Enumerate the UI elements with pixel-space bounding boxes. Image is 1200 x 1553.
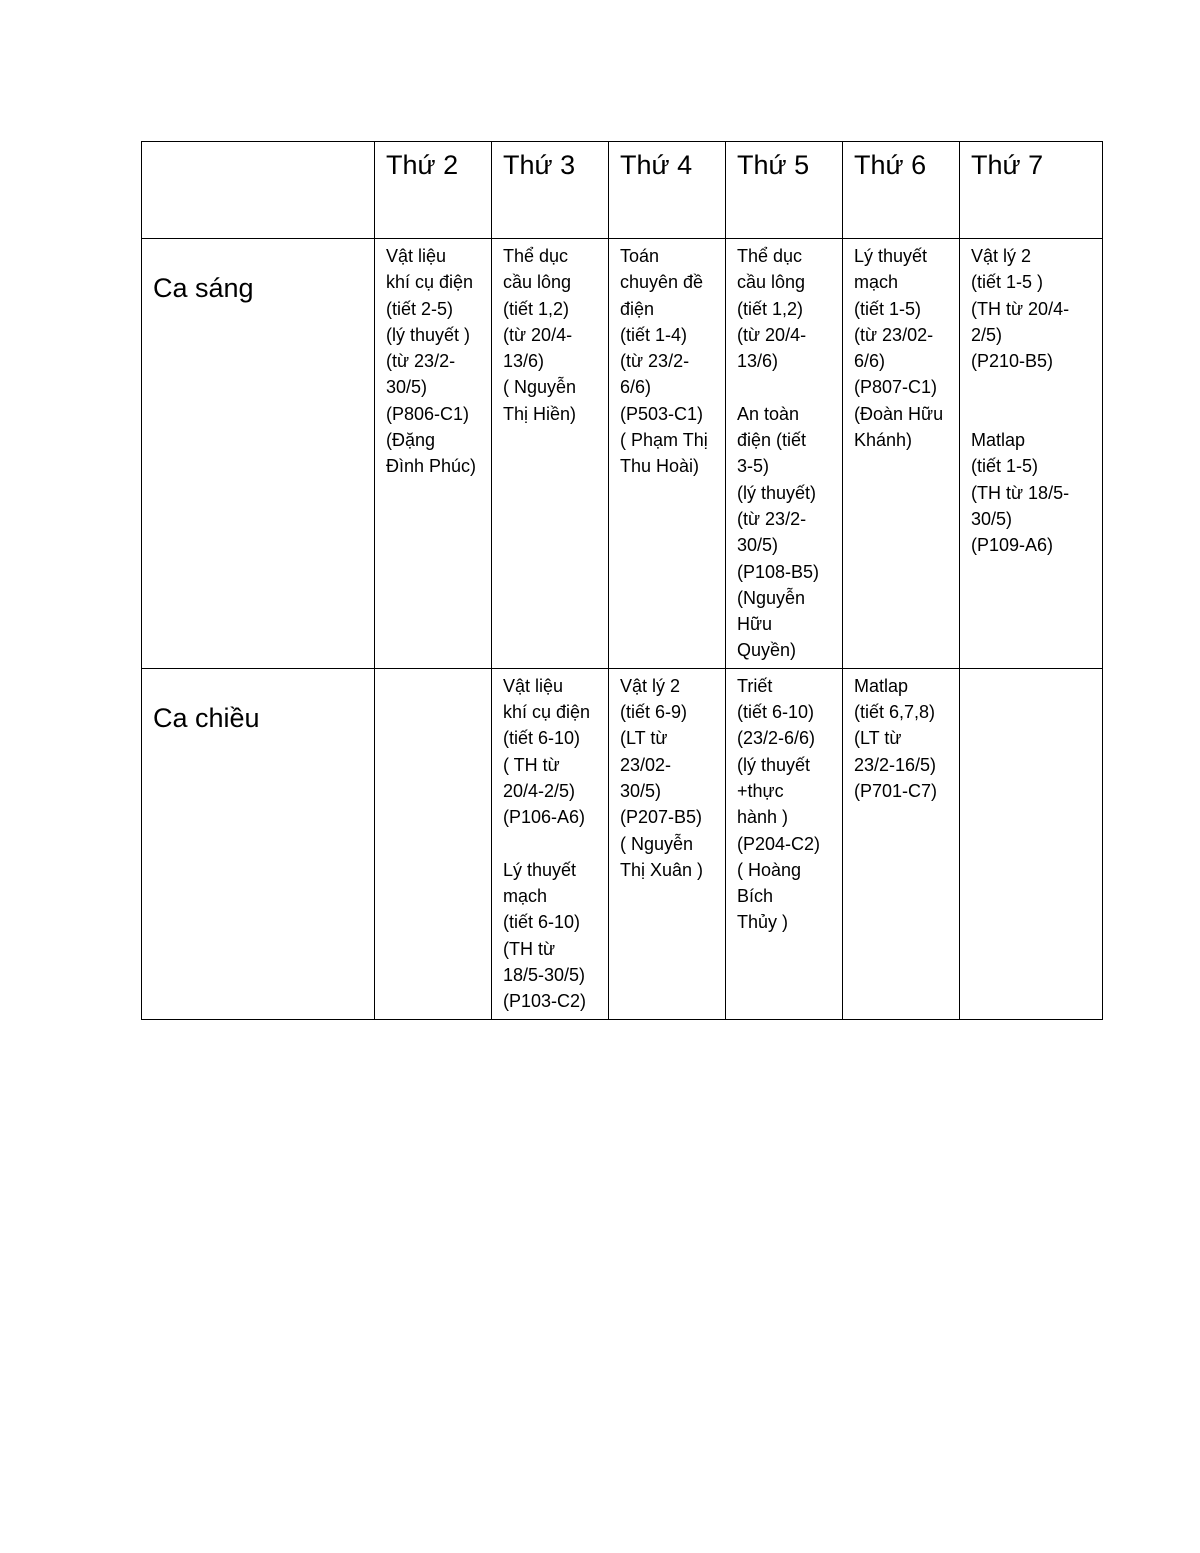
class-entry: Vật lý 2 (tiết 6-9) (LT từ 23/02- 30/5) (P207-B5) ( Nguyễn Thị Xuân ) — [620, 675, 704, 880]
day-header-cell — [375, 142, 492, 239]
class-entry: Vật liệu khí cụ điện (tiết 2-5) (lý thuyết ) (từ 23/2- 30/5) (P806-C1) (Đặng Đình Phúc) — [386, 246, 477, 477]
day-header-label: Thứ 2 — [386, 150, 459, 180]
schedule-cell — [609, 239, 726, 669]
schedule-cell — [726, 668, 843, 1019]
class-entry: Triết (tiết 6-10) (23/2-6/6) (lý thuyết +thực hành ) (P204-C2) ( Hoàng Bích Thủy ) — [737, 675, 821, 933]
weekly-schedule-table — [141, 141, 1103, 1020]
day-header-label: Thứ 3 — [503, 150, 576, 180]
class-entry: Vật lý 2 (tiết 1-5 ) (TH từ 20/4- 2/5) (P210-B5) Matlap (tiết 1-5) (TH từ 18/5- 30/5) (P109-A6) — [971, 246, 1070, 556]
day-header-cell — [843, 142, 960, 239]
class-entry: Thể dục cầu lông (tiết 1,2) (từ 20/4- 13/6) ( Nguyễn Thị Hiền) — [503, 246, 577, 424]
class-entry: Matlap (tiết 6,7,8) (LT từ 23/2-16/5) (P701-C7) — [854, 675, 938, 801]
schedule-cell — [492, 668, 609, 1019]
afternoon-row — [142, 668, 1103, 1019]
schedule-cell — [960, 668, 1103, 1019]
day-header-label: Thứ 4 — [620, 150, 693, 180]
day-header-cell — [609, 142, 726, 239]
class-entry: Toán chuyên đề điện (tiết 1-4) (từ 23/2- 6/6) (P503-C1) ( Phạm Thị Thu Hoài) — [620, 246, 708, 477]
schedule-cell — [609, 668, 726, 1019]
schedule-cell — [375, 668, 492, 1019]
class-entry: Vật liệu khí cụ điện (tiết 6-10) ( TH từ 20/4-2/5) (P106-A6) Lý thuyết mạch (tiết 6-10) (TH từ 18/5-30/5) (P103-C2) — [503, 675, 591, 1012]
row-label-cell — [142, 668, 375, 1019]
day-header-cell — [960, 142, 1103, 239]
schedule-cell — [375, 239, 492, 669]
class-entry: Lý thuyết mạch (tiết 1-5) (từ 23/02- 6/6) (P807-C1) (Đoàn Hữu Khánh) — [854, 246, 944, 451]
day-header-cell — [726, 142, 843, 239]
row-label-cell — [142, 239, 375, 669]
corner-cell — [142, 142, 375, 239]
header-row — [142, 142, 1103, 239]
schedule-cell — [492, 239, 609, 669]
schedule-cell — [726, 239, 843, 669]
afternoon-shift-label: Ca chiều — [153, 702, 260, 733]
corner-label — [153, 146, 368, 148]
day-header-label: Thứ 5 — [737, 150, 810, 180]
day-header-label: Thứ 6 — [854, 150, 927, 180]
schedule-cell — [843, 239, 960, 669]
morning-shift-label: Ca sáng — [153, 273, 254, 303]
day-header-cell — [492, 142, 609, 239]
schedule-cell — [843, 668, 960, 1019]
day-header-label: Thứ 7 — [971, 150, 1044, 180]
morning-row — [142, 239, 1103, 669]
schedule-cell — [960, 239, 1103, 669]
class-entry: Thể dục cầu lông (tiết 1,2) (từ 20/4- 13/6) An toàn điện (tiết 3-5) (lý thuyết) (từ 23/2- 30/5) (P108-B5) (Nguyễn Hữu Quyền) — [737, 246, 820, 661]
